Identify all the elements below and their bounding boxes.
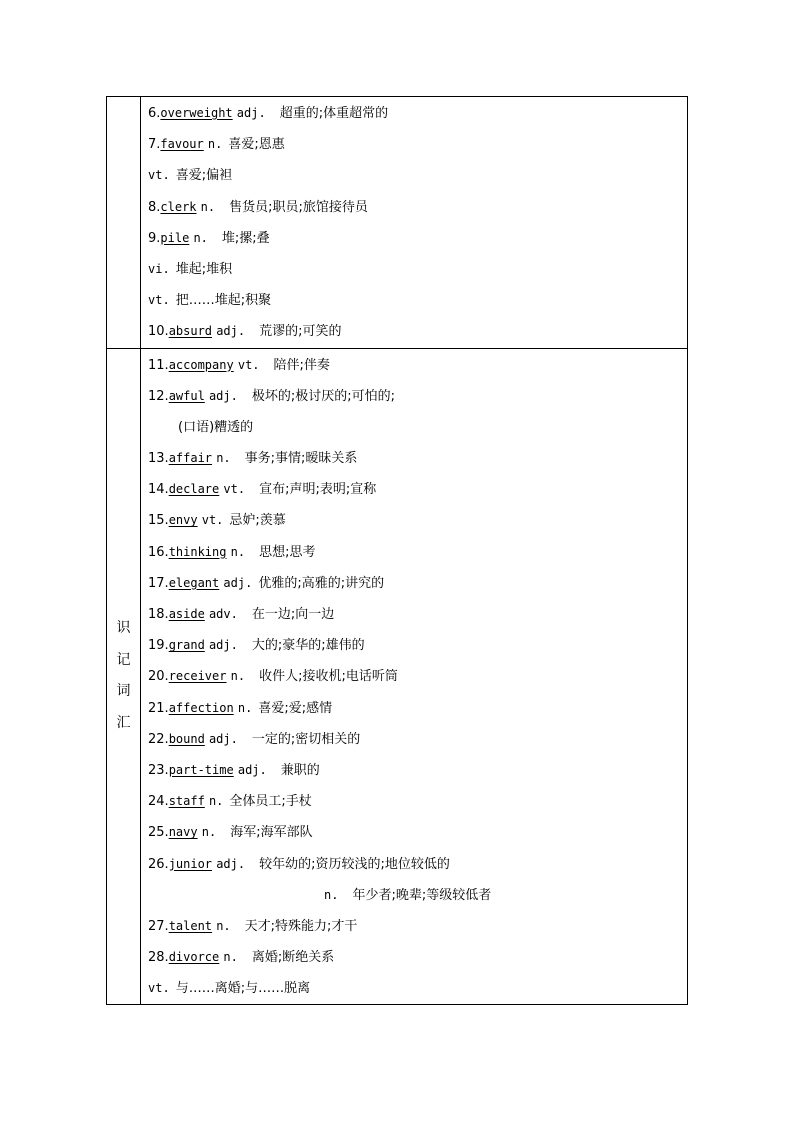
entry-number: 24. bbox=[148, 794, 169, 810]
section-label-cell bbox=[107, 348, 141, 1005]
entry-meaning: 喜爱;恩惠 bbox=[228, 137, 285, 153]
section-label: 识记词汇 bbox=[116, 620, 131, 731]
list-item bbox=[148, 693, 687, 724]
list-item bbox=[148, 942, 687, 973]
entry-number: 8. bbox=[148, 199, 161, 215]
entry-meaning: 宣布;声明;表明;宣称 bbox=[259, 482, 377, 498]
list-item bbox=[148, 412, 687, 443]
entry-pos: adj. bbox=[236, 106, 266, 120]
entry-number: 16. bbox=[148, 544, 169, 560]
entry-meaning: 荒谬的;可笑的 bbox=[259, 324, 342, 340]
entries-cell bbox=[141, 97, 688, 349]
entry-word: overweight bbox=[160, 106, 233, 120]
list-item bbox=[148, 973, 687, 1004]
entry-word: pile bbox=[160, 230, 190, 245]
vocabulary-table bbox=[106, 96, 688, 1005]
entry-word: part-time bbox=[168, 762, 234, 777]
list-item bbox=[148, 880, 687, 911]
list-item bbox=[148, 160, 687, 191]
entry-pos: n. bbox=[208, 794, 224, 809]
list-item bbox=[148, 285, 687, 316]
entry-pos: n. bbox=[237, 700, 253, 715]
entries-cell bbox=[141, 348, 688, 1005]
table-row bbox=[107, 97, 688, 349]
list-item bbox=[148, 381, 687, 412]
list-item bbox=[148, 223, 687, 254]
entry-word: favour bbox=[160, 137, 204, 152]
entry-meaning: 极坏的;极讨厌的;可怕的; bbox=[251, 388, 395, 404]
entry-pos: adj. bbox=[223, 575, 253, 590]
list-item bbox=[148, 505, 687, 536]
entry-pos: adj. bbox=[216, 856, 246, 871]
entry-word: elegant bbox=[168, 575, 220, 590]
entry-pos: n. bbox=[193, 230, 208, 245]
entry-word: aside bbox=[168, 607, 205, 621]
entry-meaning: 优雅的;高雅的;讲究的 bbox=[258, 575, 385, 591]
entry-pos: n. bbox=[216, 918, 231, 933]
entry-pos: adv. bbox=[208, 607, 238, 621]
list-item bbox=[148, 129, 687, 160]
entry-number: 17. bbox=[148, 575, 169, 591]
entry-meaning: 一定的;密切相关的 bbox=[251, 731, 361, 747]
entry-pos: n. bbox=[216, 451, 231, 466]
entry-number: 21. bbox=[148, 700, 169, 716]
entry-number: 11. bbox=[148, 357, 169, 373]
list-item bbox=[148, 254, 687, 285]
entry-number: 7. bbox=[148, 137, 161, 153]
entry-number: 13. bbox=[148, 451, 169, 467]
entry-number: 27. bbox=[148, 918, 169, 934]
list-item bbox=[148, 786, 687, 817]
list-item bbox=[148, 98, 687, 129]
entry-meaning: 堆;摞;叠 bbox=[221, 230, 270, 246]
entry-pos: n. bbox=[201, 825, 217, 840]
entry-meaning: 思想;思考 bbox=[259, 544, 316, 560]
entry-number: 22. bbox=[148, 731, 169, 747]
entry-meaning: 天才;特殊能力;才干 bbox=[244, 918, 358, 934]
list-item bbox=[148, 443, 687, 474]
entry-pos: adj. bbox=[237, 762, 267, 777]
entry-word: clerk bbox=[160, 199, 197, 214]
entry-meaning: 堆起;堆积 bbox=[175, 261, 233, 277]
entry-pos: n. bbox=[207, 137, 223, 152]
entry-meaning: 在一边;向一边 bbox=[251, 607, 335, 622]
entry-pos: n. bbox=[230, 669, 246, 684]
entry-word: awful bbox=[168, 388, 205, 403]
list-item bbox=[148, 911, 687, 942]
entry-pos: adj. bbox=[208, 638, 238, 653]
entry-pos: adj. bbox=[216, 324, 246, 339]
list-item bbox=[148, 599, 687, 630]
entry-pos: vt. bbox=[148, 293, 170, 308]
entry-meaning: 喜爱;爱;感情 bbox=[258, 700, 333, 716]
entry-meaning: 忌妒;羡慕 bbox=[229, 513, 286, 529]
list-item bbox=[148, 849, 687, 880]
entry-word: affair bbox=[168, 451, 213, 466]
entry-meaning: 年少者;晚辈;等级较低者 bbox=[352, 887, 492, 903]
entry-pos: vt. bbox=[237, 357, 260, 372]
entry-number: 19. bbox=[148, 638, 169, 654]
list-item bbox=[148, 817, 687, 848]
entry-word: junior bbox=[168, 856, 213, 871]
entry-number: 20. bbox=[148, 669, 169, 685]
entry-word: thinking bbox=[168, 544, 227, 559]
list-item bbox=[148, 192, 687, 223]
entry-meaning: 与……离婚;与……脱离 bbox=[175, 981, 311, 997]
entry-meaning: 收件人;接收机;电话听筒 bbox=[259, 669, 398, 685]
entry-meaning: 全体员工;手杖 bbox=[229, 794, 312, 810]
entry-pos: adj. bbox=[208, 388, 238, 403]
entry-meaning: 大的;豪华的;雄伟的 bbox=[251, 638, 365, 654]
entry-word: navy bbox=[168, 825, 198, 840]
entry-word: staff bbox=[168, 794, 205, 809]
list-item bbox=[148, 661, 687, 692]
entry-pos: adj. bbox=[208, 731, 238, 746]
entry-meaning: 把……堆起;积聚 bbox=[175, 293, 272, 309]
entry-meaning: (口语)糟透的 bbox=[178, 419, 254, 435]
entry-number: 15. bbox=[148, 513, 169, 529]
entry-meaning: 离婚;断绝关系 bbox=[251, 950, 335, 966]
entry-number: 28. bbox=[148, 950, 169, 966]
entry-number: 10. bbox=[148, 324, 169, 340]
table-row bbox=[107, 348, 688, 1005]
entry-word: declare bbox=[168, 482, 220, 497]
entry-meaning: 喜爱;偏袒 bbox=[175, 168, 233, 184]
entry-pos: vt. bbox=[148, 168, 170, 183]
entry-meaning: 较年幼的;资历较浅的;地位较低的 bbox=[259, 856, 450, 872]
entry-pos: vt. bbox=[223, 482, 246, 497]
entry-pos: n. bbox=[324, 887, 339, 902]
entry-number: 23. bbox=[148, 762, 169, 778]
entry-pos: vi. bbox=[148, 261, 170, 276]
entry-word: receiver bbox=[168, 669, 227, 684]
entry-word: bound bbox=[168, 731, 205, 746]
entry-number: 18. bbox=[148, 607, 169, 622]
entry-word: affection bbox=[168, 700, 234, 715]
list-item bbox=[148, 630, 687, 661]
entry-word: envy bbox=[168, 513, 198, 528]
entry-number: 6. bbox=[148, 106, 161, 121]
entry-word: accompany bbox=[168, 357, 234, 372]
entry-number: 14. bbox=[148, 482, 169, 498]
entry-pos: n. bbox=[200, 199, 216, 214]
entry-meaning: 事务;事情;暧昧关系 bbox=[244, 451, 358, 467]
entry-word: grand bbox=[168, 638, 205, 653]
list-item bbox=[148, 724, 687, 755]
entry-word: divorce bbox=[168, 950, 220, 965]
entry-meaning: 超重的;体重超常的 bbox=[279, 106, 389, 121]
entry-number: 9. bbox=[148, 230, 161, 246]
list-item bbox=[148, 316, 687, 347]
entry-meaning: 陪伴;伴奏 bbox=[273, 357, 330, 373]
list-item bbox=[148, 350, 687, 381]
entry-pos: vt. bbox=[201, 513, 224, 528]
entry-word: talent bbox=[168, 918, 213, 933]
list-item bbox=[148, 537, 687, 568]
entry-pos: n. bbox=[230, 544, 246, 559]
entry-pos: vt. bbox=[148, 981, 170, 996]
entry-meaning: 售货员;职员;旅馆接待员 bbox=[229, 199, 368, 215]
entry-number: 26. bbox=[148, 856, 169, 872]
entry-word: absurd bbox=[168, 324, 213, 339]
entry-meaning: 海军;海军部队 bbox=[230, 825, 313, 841]
entry-number: 12. bbox=[148, 388, 169, 404]
list-item bbox=[148, 755, 687, 786]
list-item bbox=[148, 568, 687, 599]
entry-pos: n. bbox=[223, 950, 238, 965]
entry-meaning: 兼职的 bbox=[280, 762, 320, 778]
label-cell-empty bbox=[107, 97, 141, 349]
entry-number: 25. bbox=[148, 825, 169, 841]
list-item bbox=[148, 474, 687, 505]
